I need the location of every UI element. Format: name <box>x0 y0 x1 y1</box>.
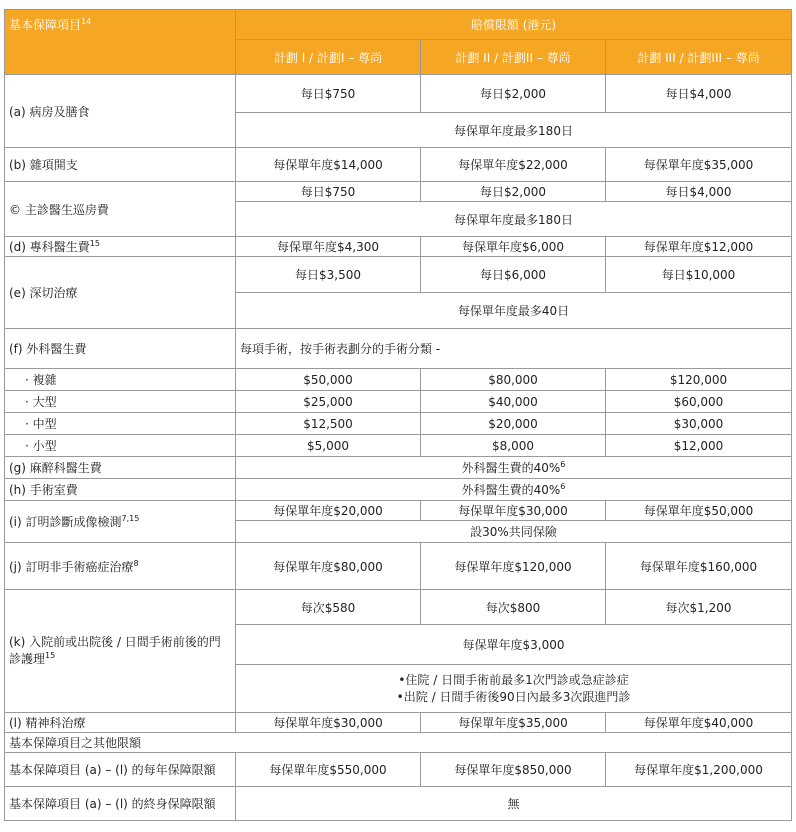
row-d-sup: 15 <box>89 239 100 248</box>
row-i-label: (i) 訂明診斷成像檢測 <box>9 515 122 529</box>
row-e-plan3: 每日$10,000 <box>606 257 792 293</box>
lifetime-limit-label: 基本保障項目 (a) – (l) 的終身保障限額 <box>5 787 236 821</box>
row-l-plan2: 每保單年度$35,000 <box>421 713 606 733</box>
row-k-plan3: 每次$1,200 <box>606 590 792 625</box>
row-a-plan1: 每日$750 <box>236 75 421 113</box>
header-plan2: 計劃 II / 計劃II – 尊尚 <box>421 40 606 75</box>
row-f-complex-plan1: $50,000 <box>236 369 421 391</box>
row-j <box>5 543 792 590</box>
row-g-value: 外科醫生費的40% <box>461 461 561 475</box>
header-item-cell <box>5 10 236 75</box>
header-limit-cell <box>236 10 792 40</box>
row-k-note: 每保單年度$3,000 <box>236 625 792 665</box>
annual-limit-plan3: 每保單年度$1,200,000 <box>606 753 792 787</box>
row-h-sup: 6 <box>560 482 566 491</box>
row-l-plan3: 每保單年度$40,000 <box>606 713 792 733</box>
row-f-label: (f) 外科醫生費 <box>5 329 236 369</box>
annual-limit-plan1: 每保單年度$550,000 <box>236 753 421 787</box>
row-f-complex-plan3: $120,000 <box>606 369 792 391</box>
row-c-plan1: 每日$750 <box>236 182 421 202</box>
row-l-label: (l) 精神科治療 <box>5 713 236 733</box>
row-d-plan3: 每保單年度$12,000 <box>606 237 792 257</box>
row-g-label: (g) 麻醉科醫生費 <box>5 457 236 479</box>
row-h <box>5 479 792 501</box>
row-f-major-plan3: $60,000 <box>606 391 792 413</box>
annual-limit-label: 基本保障項目 (a) – (l) 的每年保障限額 <box>5 753 236 787</box>
row-l <box>5 713 792 733</box>
row-k-bullets <box>236 665 792 713</box>
row-c-note: 每保單年度最多180日 <box>236 202 792 237</box>
row-b-label: (b) 雜項開支 <box>5 148 236 182</box>
header-item-sup: 14 <box>81 17 92 26</box>
row-e-label: (e) 深切治療 <box>5 257 236 329</box>
row-f-major-plan2: $40,000 <box>421 391 606 413</box>
row-e-plan2: 每日$6,000 <box>421 257 606 293</box>
row-g <box>5 457 792 479</box>
row-f-minor-plan1: $5,000 <box>236 435 421 457</box>
row-annual-limit <box>5 753 792 787</box>
row-f <box>5 329 792 369</box>
row-j-sup: 8 <box>133 558 139 568</box>
row-b-plan3: 每保單年度$35,000 <box>606 148 792 182</box>
row-k-label-cell <box>5 590 236 713</box>
annual-limit-plan2: 每保單年度$850,000 <box>421 753 606 787</box>
row-d-label-cell <box>5 237 236 257</box>
header-plan1: 計劃 I / 計劃I – 尊尚 <box>236 40 421 75</box>
row-f-note: 每項手術，按手術表劃分的手術分類 - <box>236 329 792 369</box>
row-h-value-cell <box>236 479 792 501</box>
row-f-complex-label: · 複雜 <box>5 369 236 391</box>
row-f-minor-plan3: $12,000 <box>606 435 792 457</box>
row-j-plan1: 每保單年度$80,000 <box>236 543 421 590</box>
row-a-values <box>5 75 792 113</box>
row-f-complex-plan2: $80,000 <box>421 369 606 391</box>
row-j-label: (j) 訂明非手術癌症治療 <box>9 559 134 574</box>
row-a-plan2: 每日$2,000 <box>421 75 606 113</box>
header-limit-label: 賠償限額 (港元) <box>470 18 557 32</box>
row-h-label: (h) 手術室費 <box>5 479 236 501</box>
benefits-table <box>4 9 792 821</box>
row-d-plan2: 每保單年度$6,000 <box>421 237 606 257</box>
row-f-intermediate-plan1: $12,500 <box>236 413 421 435</box>
row-f-complex <box>5 369 792 391</box>
row-f-intermediate-plan3: $30,000 <box>606 413 792 435</box>
row-e-values <box>5 257 792 293</box>
row-i-plan2: 每保單年度$30,000 <box>421 501 606 521</box>
row-k-label: (k) 入院前或出院後 / 日間手術前後的門診護理 <box>9 635 221 666</box>
row-g-value-cell <box>236 457 792 479</box>
row-f-minor <box>5 435 792 457</box>
row-e-plan1: 每日$3,500 <box>236 257 421 293</box>
other-section-label: 基本保障項目之其他限額 <box>5 733 792 753</box>
row-f-intermediate-plan2: $20,000 <box>421 413 606 435</box>
row-c-plan3: 每日$4,000 <box>606 182 792 202</box>
row-j-plan3: 每保單年度$160,000 <box>606 543 792 590</box>
row-e-note: 每保單年度最多40日 <box>236 293 792 329</box>
row-a-note: 每保單年度最多180日 <box>236 113 792 148</box>
row-f-major <box>5 391 792 413</box>
row-other-section <box>5 733 792 753</box>
row-k-plan1: 每次$580 <box>236 590 421 625</box>
row-f-major-label: · 大型 <box>5 391 236 413</box>
row-d-label: (d) 專科醫生費 <box>9 240 90 254</box>
row-k-sup: 15 <box>45 651 56 660</box>
row-k-bullet-1: •住院 / 日間手術前最多1次門診或急症診症 <box>398 672 629 687</box>
row-b-plan2: 每保單年度$22,000 <box>421 148 606 182</box>
row-j-plan2: 每保單年度$120,000 <box>421 543 606 590</box>
row-a-label: (a) 病房及膳食 <box>5 75 236 148</box>
row-lifetime-limit <box>5 787 792 821</box>
header-plan3: 計劃 III / 計劃III – 尊尚 <box>606 40 792 75</box>
row-b <box>5 148 792 182</box>
row-f-minor-plan2: $8,000 <box>421 435 606 457</box>
row-f-intermediate-label: · 中型 <box>5 413 236 435</box>
row-f-minor-label: · 小型 <box>5 435 236 457</box>
row-d <box>5 237 792 257</box>
row-d-plan1: 每保單年度$4,300 <box>236 237 421 257</box>
row-i-label-cell <box>5 501 236 543</box>
row-k-bullet-2: •出院 / 日間手術後90日內最多3次跟進門診 <box>396 689 631 704</box>
row-c-plan2: 每日$2,000 <box>421 182 606 202</box>
lifetime-limit-value: 無 <box>236 787 792 821</box>
row-g-sup: 6 <box>560 460 566 469</box>
row-i-plan1: 每保單年度$20,000 <box>236 501 421 521</box>
row-j-label-cell <box>5 543 236 590</box>
row-i-plan3: 每保單年度$50,000 <box>606 501 792 521</box>
row-c-label: © 主診醫生巡房費 <box>5 182 236 237</box>
row-i-values <box>5 501 792 521</box>
row-a-plan3: 每日$4,000 <box>606 75 792 113</box>
row-f-major-plan1: $25,000 <box>236 391 421 413</box>
row-k-plan2: 每次$800 <box>421 590 606 625</box>
row-k-values <box>5 590 792 625</box>
header-item-label: 基本保障項目 <box>9 18 82 32</box>
row-c-values <box>5 182 792 202</box>
row-i-note: 設30%共同保險 <box>236 521 792 543</box>
row-i-sup: 7,15 <box>121 514 140 523</box>
row-l-plan1: 每保單年度$30,000 <box>236 713 421 733</box>
row-f-intermediate <box>5 413 792 435</box>
header-row-1 <box>5 10 792 40</box>
row-b-plan1: 每保單年度$14,000 <box>236 148 421 182</box>
row-h-value: 外科醫生費的40% <box>461 483 561 497</box>
